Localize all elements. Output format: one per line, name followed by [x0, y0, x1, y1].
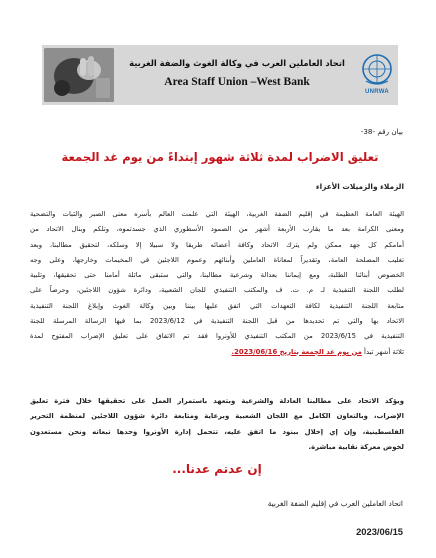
union-name-arabic: اتحاد العاملين العرب في وكالة الغوث والضفة الغربية	[129, 58, 345, 68]
paragraph-line-start: ثلاثة أشهر تبدأ	[364, 347, 404, 356]
paragraph-main	[30, 207, 404, 360]
statement-title: تعليق الاضراب لمدة ثلاثة شهور إبتداءً من يوم غد الجمعة	[61, 150, 379, 164]
suspension-date-highlight: من يوم غد الجمعة بتاريخ 2023/06/16.	[231, 347, 362, 356]
paragraph-line: الفلسطينية، وإن إي إخلال ببنود ما اتفق عليه، تتحمل إدارة الأونروا وحدها تبعاته ونحن مستعدون	[30, 427, 404, 436]
statement-number: بيان رقم -38-	[360, 127, 403, 136]
paragraph-line: ومعنى الكرامة بعد ما يقارب الأربعة أشهر من الصمود الأسطوري الذي جسدتموه، وتلكم وبنال الاتحاد من	[30, 225, 404, 234]
paragraph-line: تغليب المصلحة العامة، وتقديراً لمعاناة العاملين وأبنائهم وعموم اللاجئين في المخيمات وخارجها، وعلى وجه	[30, 255, 404, 264]
closing-slogan: إن عدتم عدنا...	[172, 462, 262, 476]
paragraph-line: التنفيذية في 2023/6/15 من المكتب التنفيذي للأونروا فقد تم الاتفاق على تعليق الإضراب المفتوح لمدة	[30, 332, 404, 341]
paragraph-last-line	[30, 345, 404, 360]
paragraph-line: الإضراب، وبالتعاون الكامل مع اللجان الشعبية وبرعاية ومتابعة دائرة شؤون اللاجئين لمنظمة التحرير	[30, 412, 404, 421]
statement-date: 2023/06/15	[356, 526, 403, 537]
signature: اتحاد العاملين العرب في إقليم الضفة الغربية	[267, 499, 403, 508]
paragraph-line: الهيئة العامة العظيمة في إقليم الضفة الغربية، الهيئة التي علمت العالم بأسره معنى الصبر والثبات والتضحية	[30, 210, 404, 218]
paragraph-line: لخوض معركة نقابية مباشرة.	[308, 442, 404, 451]
unrwa-logo	[358, 51, 396, 101]
paragraph-line: متابعة اللجنة التنفيذية لكافة التعهدات التي اتفق عليها بيننا وبين وكالة الغوث وإبلاغ اللجنة التنفيذية	[30, 301, 404, 310]
paragraph-line: أمامكم كل جهد ممكن ولم يترك الاتحاد وكافة أعضائه طريقا ولا سبيلا إلا وسلكه، لتحقيق مطالبنا، وبعد	[30, 240, 404, 249]
letterhead	[42, 45, 398, 105]
hand-gesture-photo	[44, 48, 114, 102]
paragraph-line: ويؤكد الاتحاد على مطالبنا العادلة والشرعية وبتعهد باستمرار العمل على تحقيقها خلال فترة تعليق	[30, 397, 404, 405]
paragraph-line: الاتحاد بها والتي تم تحديدها من قبل اللجنة التنفيذية في 2023/6/12 بما فيها الرسالة المرسلة للجنة	[30, 317, 404, 326]
paragraph-affirmation	[30, 394, 404, 455]
paragraph-line: الخصوص أبنائنا الطلبة، ومع إيماننا بعدالة وشرعية مطالبنا، والتي ستبقى ماثلة أمامنا حتى تحقيقها، وتلبية	[30, 271, 404, 280]
union-name-english: Area Staff Union –West Bank	[164, 76, 310, 88]
salutation: الزملاء والزميلات الأعزاء	[315, 182, 404, 191]
paragraph-line: لطلب اللجنة التنفيذية لـ م. ت. ف والمكتب التنفيذي للجان الشعبية، ودائرة شؤون اللاجئين، وحرصاً على	[30, 286, 404, 295]
unrwa-emblem-icon	[358, 51, 396, 89]
unrwa-logo-text: UNRWA	[364, 89, 390, 95]
